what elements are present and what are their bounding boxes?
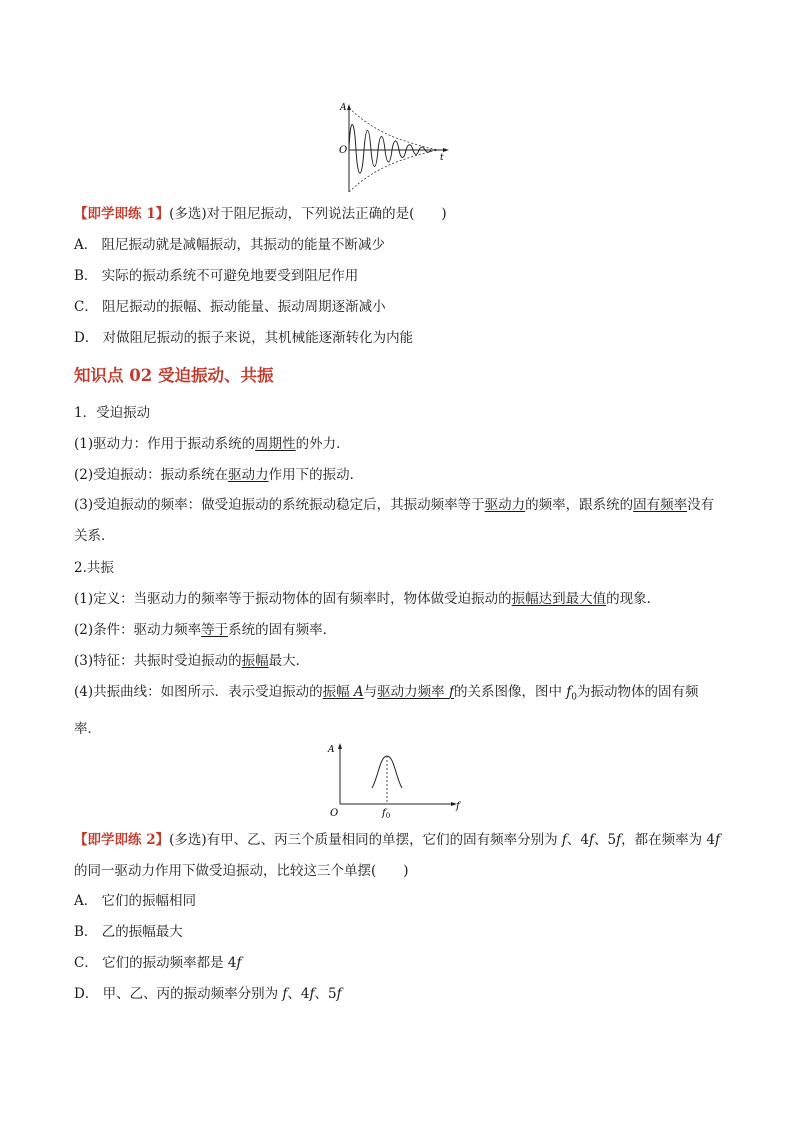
q2-stem: 【即学即练 2】(多选)有甲、乙、丙三个质量相同的单摆，它们的固有频率分别为 f、4f、5f，都在频率为 4f 的同一驱动力作用下做受迫振动，比较这三个单摆( ) xyxy=(74,832,720,879)
q1-tag: 【即学即练 1】 xyxy=(74,206,170,222)
q1-option-b: B． 实际的振动系统不可避免地要受到阻尼作用 xyxy=(74,268,359,284)
section-heading: 知识点 02 受迫振动、共振 xyxy=(74,366,274,385)
resonance-curve-text: (4)共振曲线：如图所示．表示受迫振动的振幅 A与驱动力频率 f的关系图像，图中 $f_0$为振动物体的固有频率． xyxy=(74,684,699,737)
fig2-x-label: f xyxy=(456,801,460,812)
forced-line-3: (3)受迫振动的频率：做受迫振动的系统振动稳定后，其振动频率等于驱动力的频率，跟系统的固有频率没有关系． xyxy=(74,497,715,544)
forced-title: 1．受迫振动 xyxy=(74,405,151,421)
resonance-curve-figure xyxy=(326,740,466,822)
resonance-condition: (2)条件：驱动力频率等于系统的固有频率． xyxy=(74,622,337,638)
damped-oscillation-figure xyxy=(332,100,456,194)
q1-stem: 【即学即练 1】(多选)对于阻尼振动，下列说法正确的是( ) xyxy=(74,206,447,222)
q2-option-c: C． 它们的振动频率都是 4f xyxy=(74,955,242,971)
fig1-origin: O xyxy=(339,145,348,156)
resonance-feature: (3)特征：共振时受迫振动的振幅最大． xyxy=(74,653,310,669)
q2-option-d: D． 甲、乙、丙的振动频率分别为 f、4f、5f xyxy=(74,986,342,1002)
q2-option-b: B． 乙的振幅最大 xyxy=(74,924,183,940)
fig2-y-label: A xyxy=(328,745,335,755)
resonance-definition: (1)定义：当驱动力的频率等于振动物体的固有频率时，物体做受迫振动的振幅达到最大值的现象． xyxy=(74,591,661,607)
forced-line-2: (2)受迫振动：振动系统在驱动力作用下的振动． xyxy=(74,467,364,483)
fig2-origin: O xyxy=(330,808,339,819)
q1-option-d: D． 对做阻尼振动的振子来说，其机械能逐渐转化为内能 xyxy=(74,330,414,346)
q1-option-c: C． 阻尼振动的振幅、振动能量、振动周期逐渐减小 xyxy=(74,299,386,315)
resonance-title: 2.共振 xyxy=(74,560,114,576)
q1-option-a: A． 阻尼振动就是减幅振动，其振动的能量不断减少 xyxy=(74,237,386,253)
q2-tag: 【即学即练 2】 xyxy=(74,832,170,848)
forced-line-1: (1)驱动力：作用于振动系统的周期性的外力． xyxy=(74,436,350,452)
fig1-x-label: t xyxy=(440,153,444,163)
fig2-f0-label: $f_0$ xyxy=(382,808,391,820)
fig1-y-label: A xyxy=(340,103,347,113)
q2-option-a: A． 它们的振幅相同 xyxy=(74,893,197,909)
